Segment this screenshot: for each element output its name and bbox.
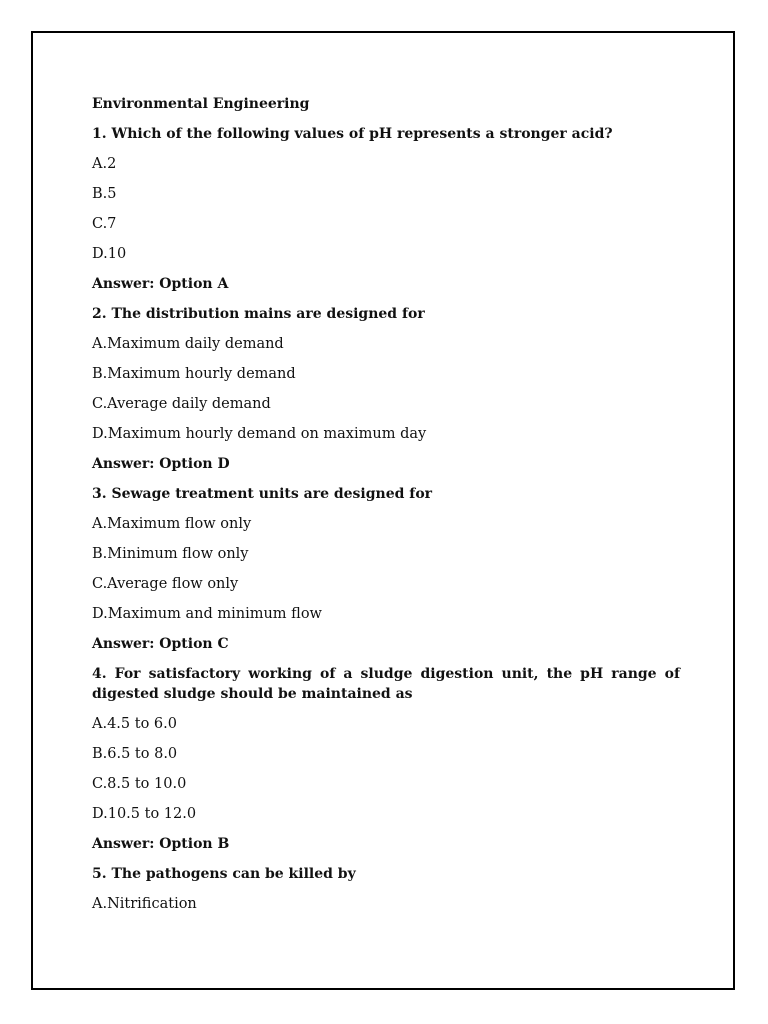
question-text: 3. Sewage treatment units are designed for [92,486,433,502]
option-item: C.Average flow only [92,576,239,592]
option-item: D.10 [92,246,127,262]
answer-text: Answer: Option C [92,636,229,652]
option-item: D.Maximum hourly demand on maximum day [92,426,427,442]
document-page [31,31,735,990]
answer-text: Answer: Option D [92,456,230,472]
option-item: B.5 [92,186,117,202]
option-item: B.Minimum flow only [92,546,249,562]
document-heading: Environmental Engineering [92,96,310,112]
answer-text: Answer: Option A [92,276,229,292]
option-item: D.10.5 to 12.0 [92,806,197,822]
question-text: 2. The distribution mains are designed for [92,306,425,322]
option-item: B.6.5 to 8.0 [92,746,178,762]
document-content [92,94,680,924]
answer-text: Answer: Option B [92,836,230,852]
option-item: C.Average daily demand [92,396,271,412]
option-item: B.Maximum hourly demand [92,366,296,382]
option-item: A.4.5 to 6.0 [92,716,177,732]
question-text: 1. Which of the following values of pH represents a stronger acid? [92,126,613,142]
question-text: 4. For satisfactory working of a sludge digestion unit, the pH range of digested sludge should be maintained as [92,666,680,702]
option-item: A.Maximum daily demand [92,336,284,352]
question-text: 5. The pathogens can be killed by [92,866,356,882]
option-item: C.7 [92,216,117,232]
option-item: A.2 [92,156,117,172]
option-item: A.Nitrification [92,896,197,912]
option-item: C.8.5 to 10.0 [92,776,187,792]
option-item: A.Maximum flow only [92,516,252,532]
option-item: D.Maximum and minimum flow [92,606,322,622]
